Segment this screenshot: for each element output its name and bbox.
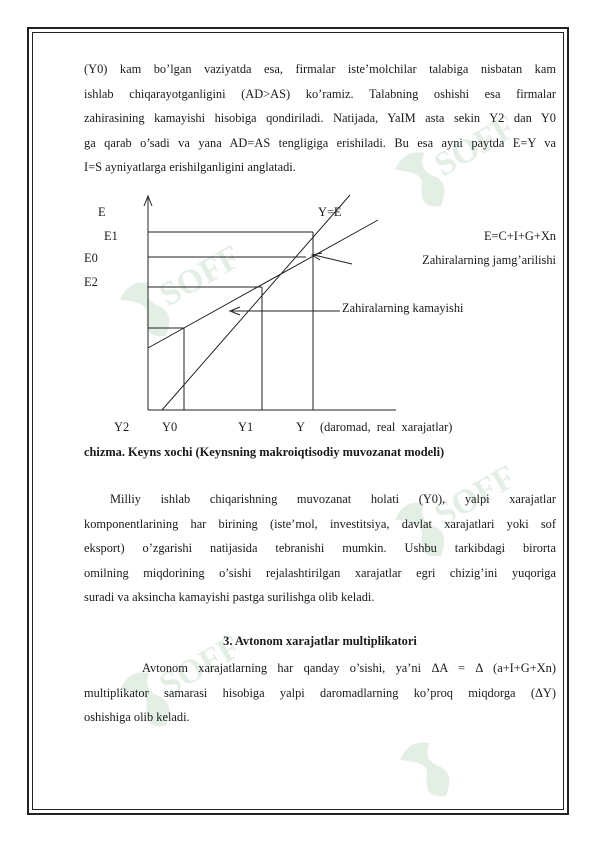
svg-text:SOFF: SOFF [428, 108, 523, 184]
x-label-y1: Y1 [238, 420, 254, 434]
paragraph-2-line: Milliy ishlab chiqarishning muvozanat holati (Y0), yalpi xarajatlar [110, 492, 556, 506]
line-y-equals-e [162, 195, 350, 410]
expenditure-line [148, 220, 378, 348]
paragraph-3-line: Avtonom xarajatlarning har qanday o’sishi, ya’ni ΔA = Δ (a+I+G+Xn) [142, 661, 556, 675]
paragraph-2 [84, 487, 556, 610]
paragraph-1-line: zahirasining kamayishi hisobiga qondiriladi. Natijada, YaIM asta sekin Y2 dan Y0 [84, 111, 556, 125]
svg-text:SOFF: SOFF [153, 628, 248, 704]
paragraph-1-line: (Y0) kam bo’lgan vaziyatda esa, firmalar iste’molchilar talabiga nisbatan kam [84, 62, 556, 76]
svg-text:SOFF: SOFF [153, 238, 248, 314]
x-label-y2: Y2 [114, 420, 130, 434]
label-y-equals-e: Y=E [318, 205, 342, 219]
tick-e2: E2 [84, 275, 98, 289]
x-axis-label: Y (daromad, real xarajatlar) [296, 420, 453, 434]
paragraph-2-line: omilning miqdorining o’sishi rejalashtirilgan xarajatlar egri chizig’ini yuqoriga [84, 565, 556, 580]
figure-caption: chizma. Keyns xochi (Keynsning makroiqtisodiy muvozanat modeli) [84, 445, 445, 459]
paragraph-2-line: komponentlarining har birining (iste’mol, investitsiya, davlat xarajatlari yoki sof [84, 516, 556, 531]
paragraph-3-line: oshishiga olib keladi. [84, 710, 190, 724]
paragraph-1-line: ga qarab o’sadi va yana AD=AS tengligiga erishiladi. Bu esa ayni paytda E=Y va [84, 135, 556, 150]
paragraph-2-line: suradi va aksincha kamayishi pastga surilishga olib keladi. [84, 590, 375, 604]
svg-text:SOFF: SOFF [428, 458, 523, 534]
paragraph-1-line: ishlab chiqarayotganligini (AD>AS) ko’ramiz. Talabning oshishi esa firmalar [84, 86, 556, 101]
paragraph-1-line: I=S ayniyatlarga erishilganligini anglatadi. [84, 160, 296, 174]
tick-e0: E0 [84, 251, 98, 265]
paragraph-2-line: eksport) o’zgarishi natijasida tebranishi mumkin. Ushbu tarkibdagi birorta [84, 541, 556, 555]
paragraph-3 [84, 656, 556, 730]
annotation-depletion: Zahiralarning kamayishi [342, 301, 464, 315]
paragraph-3-line: multiplikator samarasi hisobiga yalpi daromadlarning ko’proq miqdorga (ΔY) [84, 685, 556, 700]
y-axis-label: E [98, 205, 106, 219]
annotation-accumulation: Zahiralarning jamg’arilishi [422, 253, 556, 267]
x-label-y0: Y0 [162, 420, 178, 434]
tick-e1: E1 [104, 229, 118, 243]
label-expenditure: E=C+I+G+Xn [483, 229, 556, 243]
section-heading: 3. Avtonom xarajatlar multiplikatori [223, 634, 417, 648]
